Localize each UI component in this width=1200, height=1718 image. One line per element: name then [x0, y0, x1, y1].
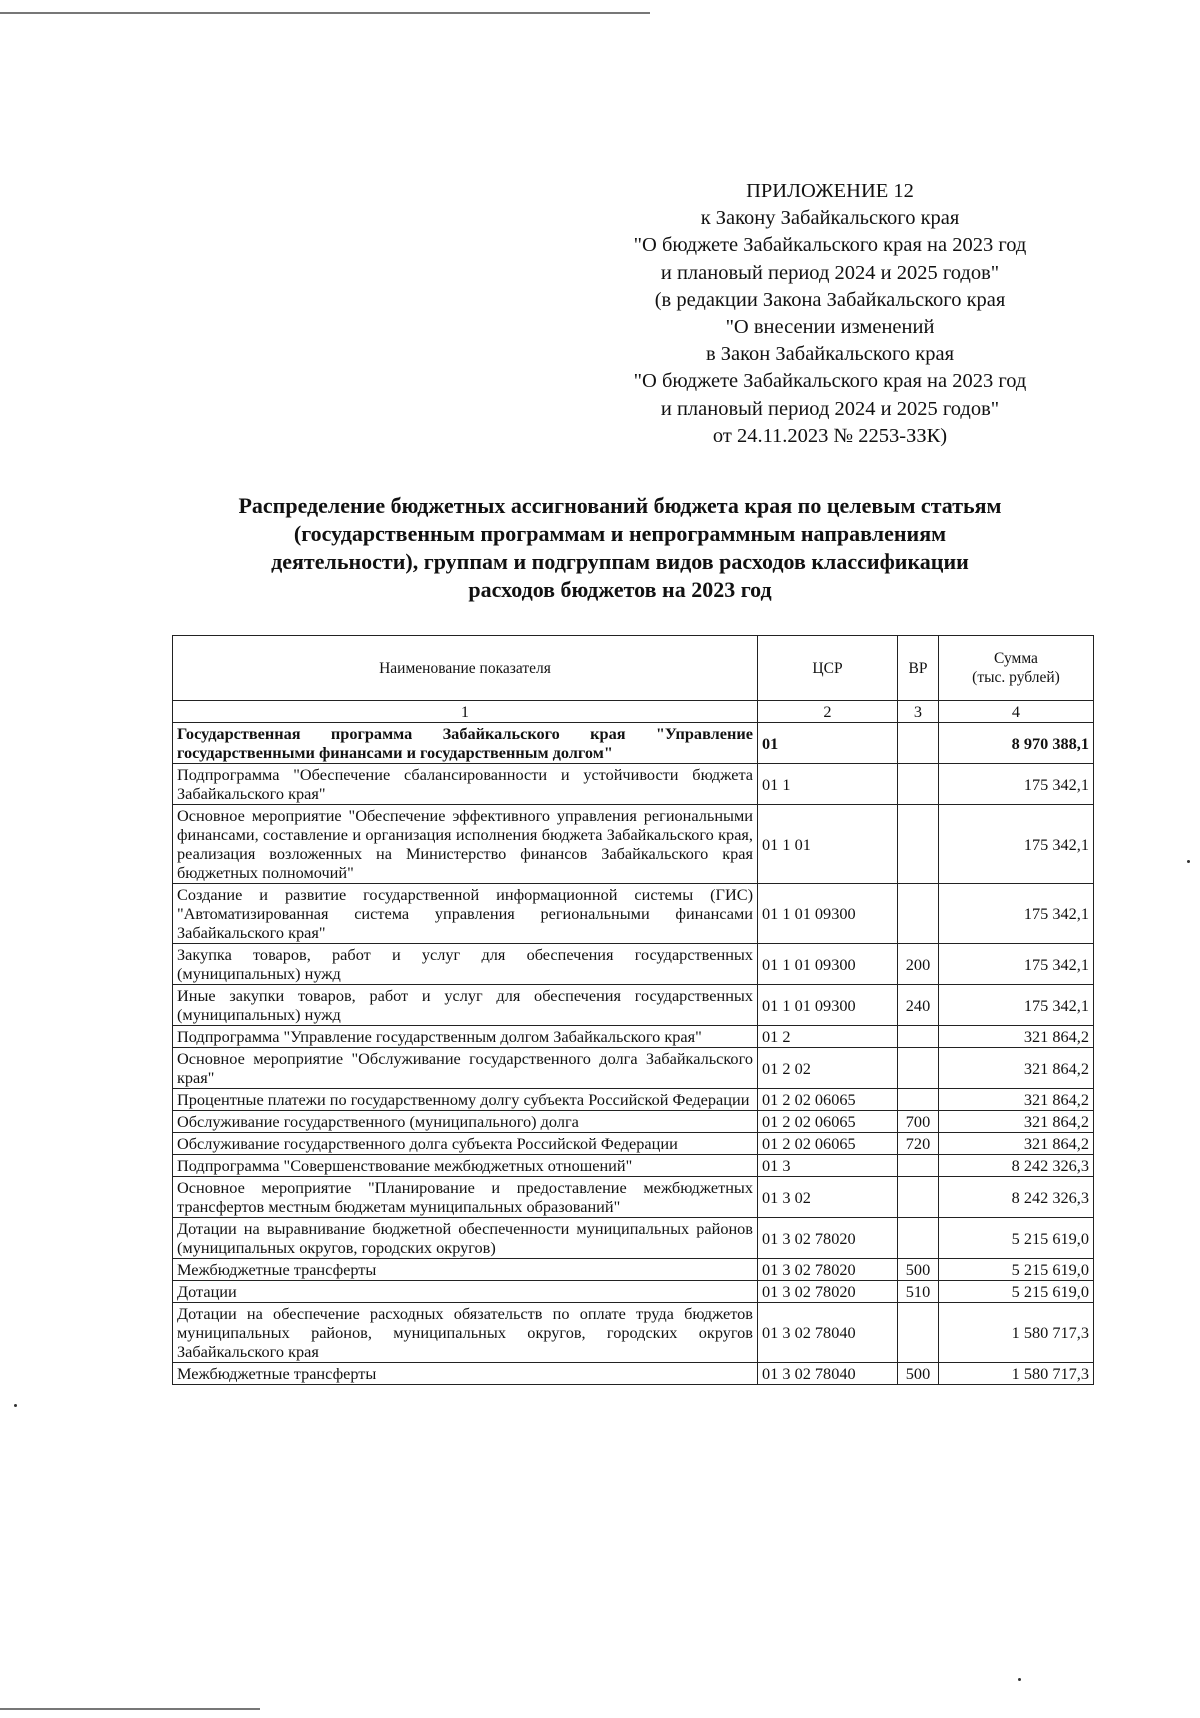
row-name-cell: Подпрограмма "Управление государственным долгом Забайкальского края": [173, 1026, 758, 1048]
appendix-header-line: от 24.11.2023 № 2253-ЗЗК): [712, 424, 948, 447]
appendix-header-line: в Закон Забайкальского края: [705, 343, 955, 366]
appendix-header-line: "О внесении изменений: [725, 316, 935, 339]
table-row: [173, 1218, 1094, 1259]
table-row: [173, 1048, 1094, 1089]
scan-speck: [14, 1404, 17, 1407]
row-name-cell: Межбюджетные трансферты: [173, 1363, 758, 1385]
column-header-sum-line2: (тыс. рублей): [972, 669, 1060, 686]
row-csr-cell: 01 2 02 06065: [758, 1089, 898, 1111]
table-row: [173, 1177, 1094, 1218]
row-vr-cell: [898, 723, 939, 764]
appendix-header-line: и плановый период 2024 и 2025 годов": [660, 261, 1000, 284]
row-vr-cell: 500: [898, 1259, 939, 1281]
budget-table: [172, 635, 1094, 1385]
row-csr-cell: 01: [758, 723, 898, 764]
row-name-cell: Подпрограмма "Обеспечение сбалансированности и устойчивости бюджета Забайкальского края": [173, 764, 758, 805]
row-sum-cell: 175 342,1: [939, 944, 1094, 985]
column-header-sum-line1: Сумма: [994, 650, 1038, 667]
row-vr-cell: [898, 1177, 939, 1218]
row-sum-cell: 5 215 619,0: [939, 1259, 1094, 1281]
row-name-cell: Основное мероприятие "Обеспечение эффективного управления региональными финансами, составление и организация исполнения бюджета Забайкальского края, реализация возложенных на Министерство финансов Забайкальского края бюджетных полномочий": [173, 805, 758, 884]
row-name-cell: Создание и развитие государственной информационной системы (ГИС) "Автоматизированная система управления региональными финансами Забайкальского края": [173, 884, 758, 944]
row-vr-cell: 510: [898, 1281, 939, 1303]
row-name-cell: Обслуживание государственного долга субъекта Российской Федерации: [173, 1133, 758, 1155]
row-csr-cell: 01 3 02 78040: [758, 1303, 898, 1363]
column-header-name: Наименование показателя: [173, 636, 758, 701]
row-name-cell: Государственная программа Забайкальского края "Управление государственными финансами и государственным долгом": [173, 723, 758, 764]
table-row: [173, 884, 1094, 944]
document-title-line: деятельности), группам и подгруппам видов расходов классификации: [271, 549, 969, 574]
row-vr-cell: [898, 1218, 939, 1259]
appendix-header-line: к Закону Забайкальского края: [700, 207, 960, 230]
row-vr-cell: [898, 805, 939, 884]
table-row: [173, 764, 1094, 805]
row-sum-cell: 1 580 717,3: [939, 1303, 1094, 1363]
row-sum-cell: 8 970 388,1: [939, 723, 1094, 764]
table-row: [173, 1259, 1094, 1281]
table-row: [173, 1111, 1094, 1133]
row-csr-cell: 01 2 02 06065: [758, 1133, 898, 1155]
table-row: [173, 1281, 1094, 1303]
row-sum-cell: 175 342,1: [939, 764, 1094, 805]
row-sum-cell: 175 342,1: [939, 985, 1094, 1026]
row-vr-cell: 200: [898, 944, 939, 985]
document-title-line: расходов бюджетов на 2023 год: [468, 577, 772, 602]
row-sum-cell: 321 864,2: [939, 1026, 1094, 1048]
row-name-cell: Процентные платежи по государственному долгу субъекта Российской Федерации: [173, 1089, 758, 1111]
appendix-header-line: "О бюджете Забайкальского края на 2023 год: [633, 370, 1027, 393]
table-row: [173, 944, 1094, 985]
table-row: [173, 985, 1094, 1026]
table-row: [173, 723, 1094, 764]
row-csr-cell: 01 1 01 09300: [758, 884, 898, 944]
table-row: [173, 1133, 1094, 1155]
table-row: [173, 1363, 1094, 1385]
row-name-cell: Дотации на выравнивание бюджетной обеспеченности муниципальных районов (муниципальных округов, городских округов): [173, 1218, 758, 1259]
table-header-row: [173, 636, 1094, 701]
row-vr-cell: 240: [898, 985, 939, 1026]
column-header-vr: ВР: [898, 636, 939, 701]
row-name-cell: Дотации на обеспечение расходных обязательств по оплате труда бюджетов муниципальных районов, муниципальных округов, городских округов Забайкальского края: [173, 1303, 758, 1363]
scan-artifact-top: [0, 12, 650, 14]
column-header-csr: ЦСР: [758, 636, 898, 701]
appendix-header-line: ПРИЛОЖЕНИЕ 12: [746, 180, 914, 202]
row-vr-cell: [898, 1155, 939, 1177]
row-csr-cell: 01 3 02 78020: [758, 1281, 898, 1303]
scan-speck: [1018, 1678, 1021, 1681]
table-row: [173, 1303, 1094, 1363]
table-body: [173, 723, 1094, 1385]
row-name-cell: Основное мероприятие "Планирование и предоставление межбюджетных трансфертов местным бюджетам муниципальных образований": [173, 1177, 758, 1218]
column-header-sum: [939, 636, 1094, 701]
row-csr-cell: 01 3 02: [758, 1177, 898, 1218]
row-csr-cell: 01 1 01: [758, 805, 898, 884]
scan-artifact-bottom: [0, 1708, 260, 1710]
table-row: [173, 805, 1094, 884]
row-vr-cell: [898, 764, 939, 805]
row-sum-cell: 321 864,2: [939, 1089, 1094, 1111]
table-row: [173, 1089, 1094, 1111]
row-sum-cell: 175 342,1: [939, 805, 1094, 884]
row-name-cell: Подпрограмма "Совершенствование межбюджетных отношений": [173, 1155, 758, 1177]
document-title-line: (государственным программам и непрограммным направлениям: [293, 521, 947, 546]
row-sum-cell: 321 864,2: [939, 1133, 1094, 1155]
row-sum-cell: 5 215 619,0: [939, 1281, 1094, 1303]
row-sum-cell: 8 242 326,3: [939, 1177, 1094, 1218]
row-csr-cell: 01 1 01 09300: [758, 944, 898, 985]
document-title: [150, 492, 1090, 604]
row-csr-cell: 01 1: [758, 764, 898, 805]
row-csr-cell: 01 2: [758, 1026, 898, 1048]
row-name-cell: Закупка товаров, работ и услуг для обеспечения государственных (муниципальных) нужд: [173, 944, 758, 985]
row-sum-cell: 175 342,1: [939, 884, 1094, 944]
scan-speck: [1187, 860, 1190, 863]
row-sum-cell: 321 864,2: [939, 1111, 1094, 1133]
row-csr-cell: 01 3 02 78020: [758, 1218, 898, 1259]
row-csr-cell: 01 3 02 78020: [758, 1259, 898, 1281]
row-name-cell: Основное мероприятие "Обслуживание государственного долга Забайкальского края": [173, 1048, 758, 1089]
row-csr-cell: 01 2 02 06065: [758, 1111, 898, 1133]
table-row: [173, 1155, 1094, 1177]
appendix-header-line: "О бюджете Забайкальского края на 2023 год: [633, 234, 1027, 257]
row-vr-cell: [898, 1089, 939, 1111]
table-row: [173, 1026, 1094, 1048]
column-number: 1: [173, 701, 758, 723]
row-name-cell: Иные закупки товаров, работ и услуг для обеспечения государственных (муниципальных) нужд: [173, 985, 758, 1026]
column-number: 4: [939, 701, 1094, 723]
row-sum-cell: 321 864,2: [939, 1048, 1094, 1089]
row-vr-cell: 720: [898, 1133, 939, 1155]
appendix-header-line: и плановый период 2024 и 2025 годов": [660, 397, 1000, 420]
row-vr-cell: 700: [898, 1111, 939, 1133]
row-csr-cell: 01 3: [758, 1155, 898, 1177]
document-title-line: Распределение бюджетных ассигнований бюджета края по целевым статьям: [238, 493, 1002, 518]
row-csr-cell: 01 3 02 78040: [758, 1363, 898, 1385]
row-vr-cell: [898, 884, 939, 944]
row-vr-cell: [898, 1303, 939, 1363]
row-sum-cell: 5 215 619,0: [939, 1218, 1094, 1259]
row-name-cell: Дотации: [173, 1281, 758, 1303]
row-sum-cell: 8 242 326,3: [939, 1155, 1094, 1177]
row-vr-cell: [898, 1048, 939, 1089]
row-csr-cell: 01 2 02: [758, 1048, 898, 1089]
column-number-row: [173, 701, 1094, 723]
row-vr-cell: [898, 1026, 939, 1048]
appendix-header-line: (в редакции Закона Забайкальского края: [654, 288, 1006, 311]
appendix-header: [560, 178, 1100, 450]
row-sum-cell: 1 580 717,3: [939, 1363, 1094, 1385]
row-csr-cell: 01 1 01 09300: [758, 985, 898, 1026]
column-number: 2: [758, 701, 898, 723]
row-name-cell: Межбюджетные трансферты: [173, 1259, 758, 1281]
row-name-cell: Обслуживание государственного (муниципального) долга: [173, 1111, 758, 1133]
column-number: 3: [898, 701, 939, 723]
row-vr-cell: 500: [898, 1363, 939, 1385]
